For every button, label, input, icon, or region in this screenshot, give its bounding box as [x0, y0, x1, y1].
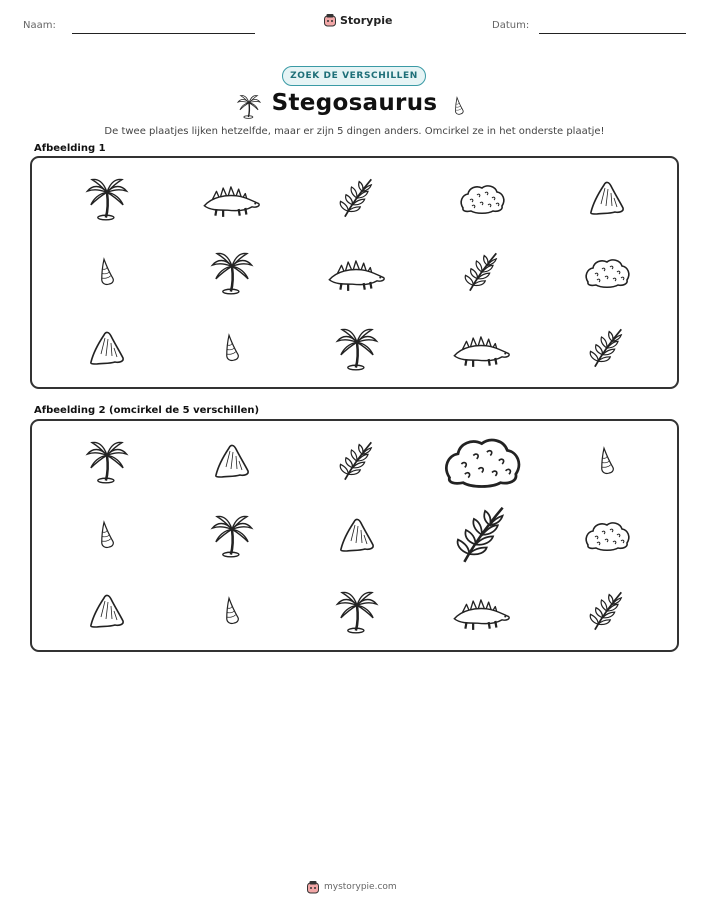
- fern-leaf-icon[interactable]: [460, 248, 504, 296]
- horn-icon[interactable]: [592, 439, 622, 483]
- fern-leaf-icon[interactable]: [585, 324, 629, 372]
- rock-icon[interactable]: [337, 513, 377, 557]
- fern-leaf-icon[interactable]: [335, 437, 379, 485]
- rock-icon[interactable]: [87, 589, 127, 633]
- title-horn-icon: [449, 92, 469, 120]
- horn-icon[interactable]: [217, 589, 247, 633]
- stegosaurus-icon[interactable]: [201, 178, 263, 218]
- storypie-logo: [323, 13, 392, 27]
- palm-tree-icon[interactable]: [84, 175, 130, 221]
- panel2-label: Afbeelding 2 (omcirkel de 5 verschillen): [34, 405, 260, 416]
- palm-tree-icon[interactable]: [84, 438, 130, 484]
- horn-icon[interactable]: [92, 513, 122, 557]
- rock-icon[interactable]: [87, 326, 127, 370]
- fern-leaf-icon[interactable]: [585, 587, 629, 635]
- activity-badge: ZOEK DE VERSCHILLEN: [282, 66, 426, 86]
- stegosaurus-icon[interactable]: [451, 591, 513, 631]
- date-line[interactable]: [539, 33, 686, 34]
- bush-icon[interactable]: [583, 254, 631, 290]
- rock-icon[interactable]: [212, 439, 252, 483]
- footer: [306, 880, 397, 894]
- storypie-mascot-icon: [306, 880, 320, 894]
- horn-icon[interactable]: [217, 326, 247, 370]
- storypie-mascot-icon: [323, 13, 337, 27]
- stegosaurus-icon[interactable]: [451, 328, 513, 368]
- bush-icon[interactable]: [458, 180, 506, 216]
- fern-leaf-icon[interactable]: [450, 500, 514, 570]
- footer-url[interactable]: mystorypie.com: [324, 882, 397, 892]
- picture-1: [30, 156, 679, 389]
- horn-icon[interactable]: [92, 250, 122, 294]
- date-label: Datum:: [492, 20, 530, 31]
- palm-tree-icon[interactable]: [209, 249, 255, 295]
- palm-tree-icon[interactable]: [334, 588, 380, 634]
- fern-leaf-icon[interactable]: [335, 174, 379, 222]
- palm-tree-icon[interactable]: [334, 325, 380, 371]
- page-title: Stegosaurus: [271, 90, 438, 116]
- instructions: De twee plaatjes lijken hetzelfde, maar er zijn 5 dingen anders. Omcirkel ze in het onderste plaatje!: [104, 126, 605, 137]
- palm-tree-icon[interactable]: [209, 512, 255, 558]
- panel1-label: Afbeelding 1: [34, 143, 106, 154]
- brand-name: Storypie: [340, 13, 393, 27]
- bush-icon[interactable]: [583, 517, 631, 553]
- name-line[interactable]: [72, 33, 255, 34]
- name-label: Naam:: [23, 20, 56, 31]
- rock-icon[interactable]: [587, 176, 627, 220]
- bush-icon[interactable]: [441, 430, 523, 491]
- stegosaurus-icon[interactable]: [326, 252, 388, 292]
- picture-2: [30, 419, 679, 652]
